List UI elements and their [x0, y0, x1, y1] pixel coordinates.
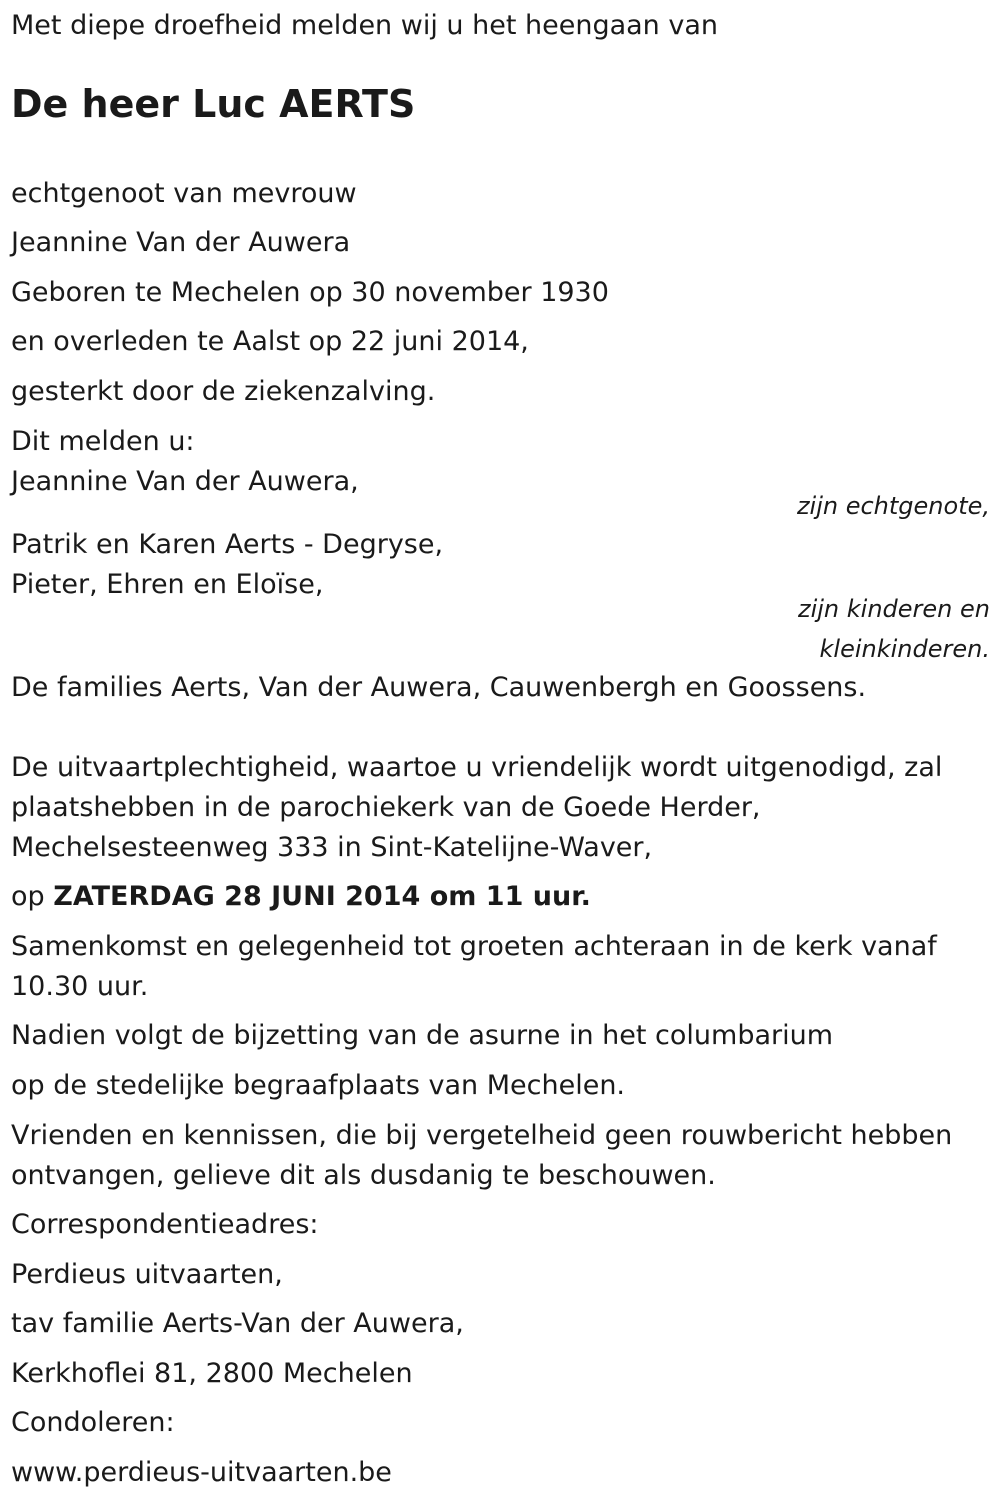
spouse-label: echtgenoot van mevrouw: [11, 178, 357, 209]
deceased-name: De heer Luc AERTS: [11, 82, 416, 126]
family-spouse: Jeannine Van der Auwera,: [11, 466, 359, 497]
burial-line-2: op de stedelijke begraafplaats van Mechelen.: [11, 1070, 626, 1101]
correspondence-attn: tav familie Aerts-Van der Auwera,: [11, 1308, 464, 1339]
notice-line-2: ontvangen, gelieve dit als dusdanig te beschouwen.: [11, 1160, 716, 1191]
gathering-line-1: Samenkomst en gelegenheid tot groeten achteraan in de kerk vanaf: [11, 931, 937, 962]
children-role-2: kleinkinderen.: [819, 635, 990, 663]
funeral-date: ZATERDAG 28 JUNI 2014 om 11 uur.: [53, 881, 591, 912]
burial-line-1: Nadien volgt de bijzetting van de asurne in het columbarium: [11, 1020, 834, 1051]
funeral-line-2: plaatshebben in de parochiekerk van de Goede Herder,: [11, 792, 761, 823]
children-role-1: zijn kinderen en: [798, 595, 990, 623]
sacrament-info: gesterkt door de ziekenzalving.: [11, 376, 436, 407]
family-children-1: Patrik en Karen Aerts - Degryse,: [11, 529, 444, 560]
notice-line-1: Vrienden en kennissen, die bij vergetelheid geen rouwbericht hebben: [11, 1120, 953, 1151]
funeral-line-3: Mechelsesteenweg 333 in Sint-Katelijne-Waver,: [11, 832, 653, 863]
spouse-role: zijn echtgenote,: [796, 492, 990, 520]
correspondence-name: Perdieus uitvaarten,: [11, 1259, 283, 1290]
funeral-date-line: [11, 877, 591, 917]
spouse-name: Jeannine Van der Auwera: [11, 227, 351, 258]
funeral-date-prefix: op: [11, 881, 45, 912]
announcers-label: Dit melden u:: [11, 426, 195, 457]
family-children-2: Pieter, Ehren en Eloïse,: [11, 569, 324, 600]
funeral-line-1: De uitvaartplechtigheid, waartoe u vriendelijk wordt uitgenodigd, zal: [11, 752, 943, 783]
gathering-line-2: 10.30 uur.: [11, 971, 149, 1002]
condolences-label: Condoleren:: [11, 1407, 175, 1438]
intro-text: Met diepe droefheid melden wij u het heengaan van: [11, 10, 719, 41]
birth-info: Geboren te Mechelen op 30 november 1930: [11, 277, 609, 308]
correspondence-address: Kerkhoflei 81, 2800 Mechelen: [11, 1358, 413, 1389]
correspondence-label: Correspondentieadres:: [11, 1209, 319, 1240]
condolences-url: www.perdieus-uitvaarten.be: [11, 1457, 392, 1488]
families-list: De families Aerts, Van der Auwera, Cauwenbergh en Goossens.: [11, 672, 867, 703]
death-info: en overleden te Aalst op 22 juni 2014,: [11, 326, 529, 357]
